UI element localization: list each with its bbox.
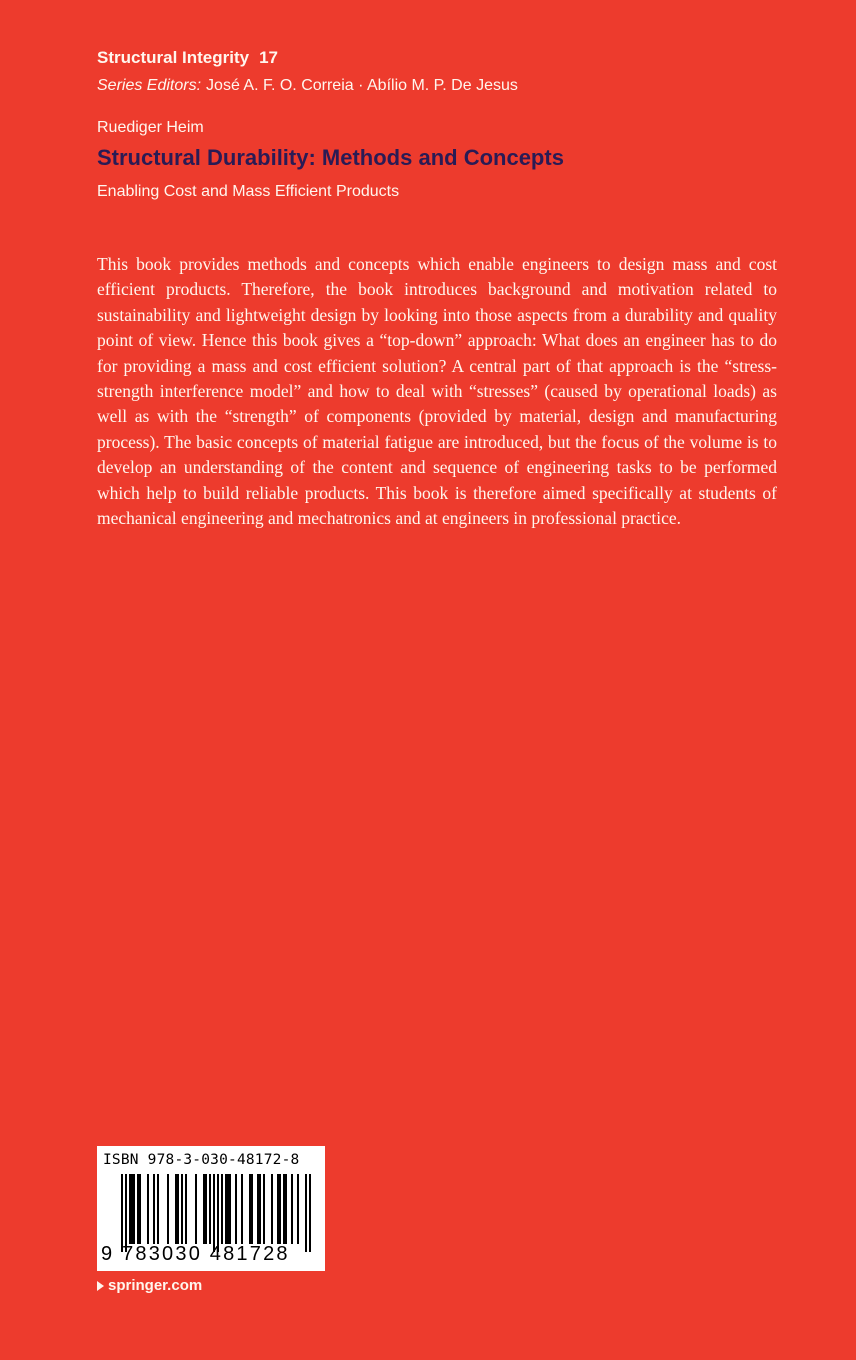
barcode-bar — [279, 1174, 281, 1244]
barcode-bar — [229, 1174, 231, 1244]
barcode-bar — [249, 1174, 251, 1244]
barcode-bar — [227, 1174, 229, 1244]
barcode-bar — [203, 1174, 205, 1244]
barcode-bar — [277, 1174, 279, 1244]
barcode-bar — [139, 1174, 141, 1244]
barcode-bar — [241, 1174, 243, 1244]
barcode-bar — [257, 1174, 259, 1244]
barcode-bar — [235, 1174, 237, 1244]
barcode-bar — [271, 1174, 273, 1244]
barcode-bar — [167, 1174, 169, 1244]
series-title — [97, 48, 278, 68]
barcode-bar — [209, 1174, 211, 1244]
barcode-bar — [283, 1174, 285, 1244]
barcode-bar — [157, 1174, 159, 1244]
barcode-bar — [177, 1174, 179, 1244]
barcode-bar — [137, 1174, 139, 1244]
series-name: Structural Integrity — [97, 48, 250, 67]
series-number: 17 — [259, 48, 279, 67]
isbn-label: ISBN 978-3-030-48172-8 — [103, 1152, 300, 1168]
barcode-bar — [153, 1174, 155, 1244]
barcode-bar — [129, 1174, 131, 1244]
barcode-bar — [121, 1174, 123, 1252]
series-editors — [97, 77, 518, 95]
series-editors-names: José A. F. O. Correia · Abílio M. P. De Jesus — [206, 77, 518, 94]
author-name: Ruediger Heim — [97, 119, 204, 136]
publisher-link[interactable] — [97, 1277, 202, 1294]
barcode-bar — [133, 1174, 135, 1244]
book-subtitle: Enabling Cost and Mass Efficient Products — [97, 183, 400, 200]
barcode-bar — [305, 1174, 307, 1252]
barcode-bar — [195, 1174, 197, 1244]
barcode-bar — [251, 1174, 253, 1244]
book-title: Structural Durability: Methods and Concepts — [97, 145, 564, 170]
barcode-bar — [225, 1174, 227, 1244]
barcode-bar — [185, 1174, 187, 1244]
barcode-bar — [291, 1174, 293, 1244]
isbn-barcode — [97, 1146, 325, 1271]
barcode-bar — [131, 1174, 133, 1244]
barcode-bar — [175, 1174, 177, 1244]
barcode-digits: 9 783030 481728 — [101, 1243, 290, 1265]
barcode-bar — [309, 1174, 311, 1252]
triangle-right-icon — [97, 1281, 104, 1291]
barcode-bar — [147, 1174, 149, 1244]
barcode-bar — [217, 1174, 219, 1252]
barcode-bar — [205, 1174, 207, 1244]
barcode-bar — [221, 1174, 223, 1244]
barcode-bar — [285, 1174, 287, 1244]
barcode-bar — [263, 1174, 265, 1244]
publisher-link-text[interactable]: springer.com — [108, 1277, 203, 1294]
barcode-bar — [213, 1174, 215, 1252]
barcode-bar — [125, 1174, 127, 1252]
barcode-bar — [297, 1174, 299, 1244]
book-description: This book provides methods and concepts which enable engineers to design mass and cost efficient products. Therefore, the book introduces background and motivation related to sustainability and lightweight design by looking into those aspects from a durability and quality point of view. Hence this book gives a “top-down” approach: What does an engineer has to do for providing a mass and cost efficient solution? A central part of that approach is the “stress-strength interference model” and how to deal with “stresses” (caused by operational loads) as well as with the “strength” of components (provided by material, design and manufacturing process). The basic concepts of material fatigue are introduced, but the focus of the volume is to develop an understanding of the content and sequence of engineering tasks to be performed which help to build reliable products. This book is therefore aimed specifically at students of mechanical engineering and mechatronics and at engineers in professional practice. — [97, 254, 777, 529]
barcode-bar — [181, 1174, 183, 1244]
barcode-bar — [259, 1174, 261, 1244]
series-editors-label: Series Editors: — [97, 77, 202, 94]
